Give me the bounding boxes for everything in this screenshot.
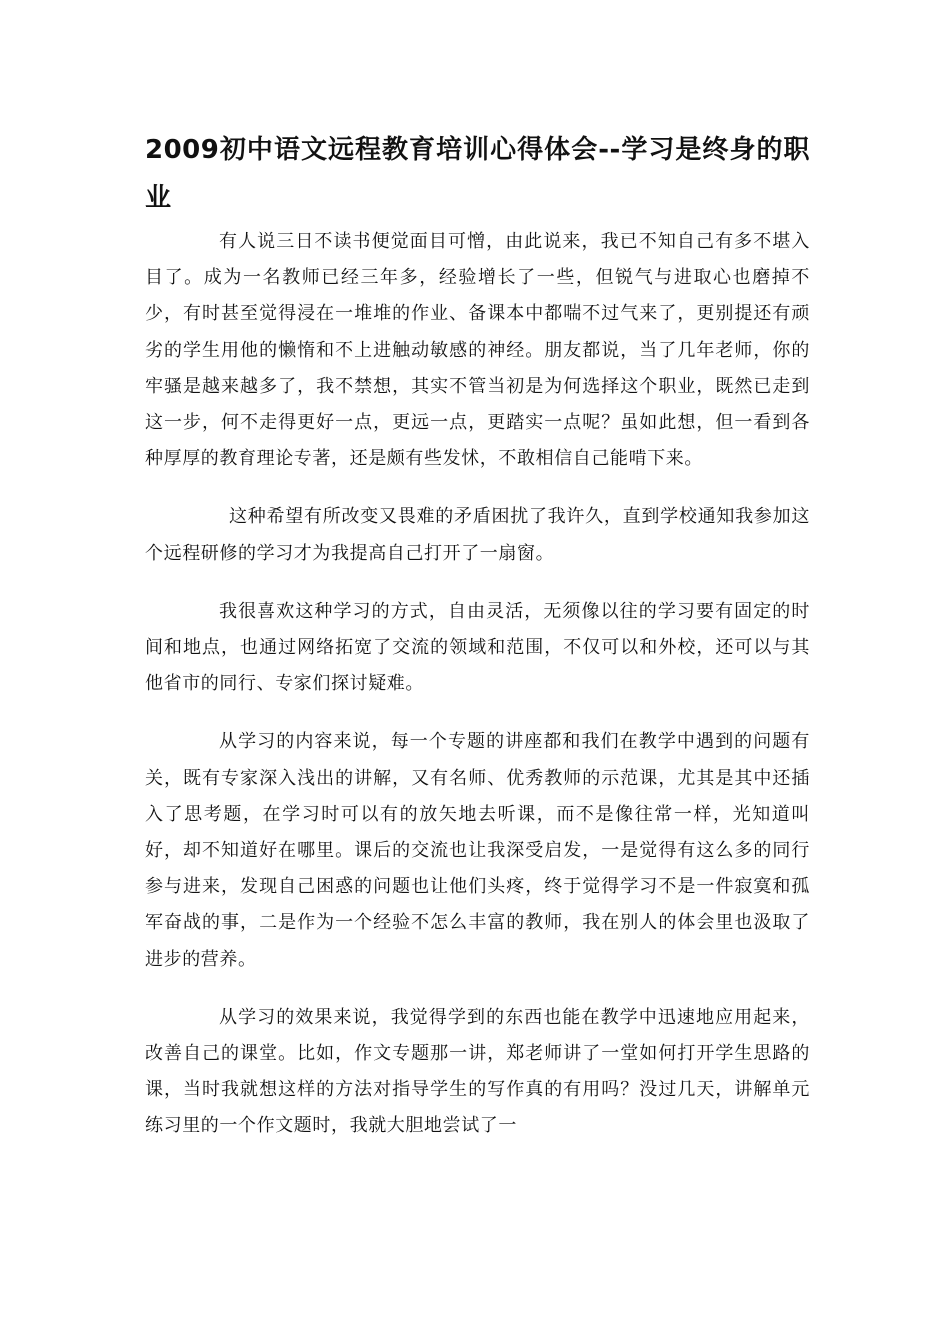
paragraph: 这种希望有所改变又畏难的矛盾困扰了我许久，直到学校通知我参加这个远程研修的学习才为我提高自己打开了一扇窗。 (145, 506, 810, 564)
paragraph: 从学习的内容来说，每一个专题的讲座都和我们在教学中遇到的问题有关，既有专家深入浅出的讲解，又有名师、优秀教师的示范课，尤其是其中还插入了思考题，在学习时可以有的放矢地去听课，而不是像往常一样，光知道叫好，却不知道好在哪里。课后的交流也让我深受启发，一是觉得有这么多的同行参与进来，发现自己困惑的问题也让他们头疼，终于觉得学习不是一件寂寞和孤军奋战的事，二是作为一个经验不怎么丰富的教师，我在别人的体会里也汲取了进步的营养。 (145, 731, 810, 970)
paragraph: 有人说三日不读书便觉面目可憎，由此说来，我已不知自己有多不堪入目了。成为一名教师已经三年多，经验增长了一些，但锐气与进取心也磨掉不少，有时甚至觉得浸在一堆堆的作业、备课本中都喘不过气来了，更别提还有顽劣的学生用他的懒惰和不上进触动敏感的神经。朋友都说，当了几年老师，你的牢骚是越来越多了，我不禁想，其实不管当初是为何选择这个职业，既然已走到这一步，何不走得更好一点，更远一点，更踏实一点呢？虽如此想，但一看到各种厚厚的教育理论专著，还是颇有些发怵，不敢相信自己能啃下来。 (145, 231, 810, 470)
document-title: 2009初中语文远程教育培训心得体会--学习是终身的职业 (145, 135, 810, 213)
document-page (145, 126, 810, 1145)
paragraph: 从学习的效果来说，我觉得学到的东西也能在教学中迅速地应用起来，改善自己的课堂。比如，作文专题那一讲，郑老师讲了一堂如何打开学生思路的课，当时我就想这样的方法对指导学生的写作真的有用吗？没过几天，讲解单元练习里的一个作文题时，我就大胆地尝试了一 (145, 1006, 810, 1137)
paragraph: 我很喜欢这种学习的方式，自由灵活，无须像以往的学习要有固定的时间和地点，也通过网络拓宽了交流的领域和范围，不仅可以和外校，还可以与其他省市的同行、专家们探讨疑难。 (145, 600, 810, 695)
